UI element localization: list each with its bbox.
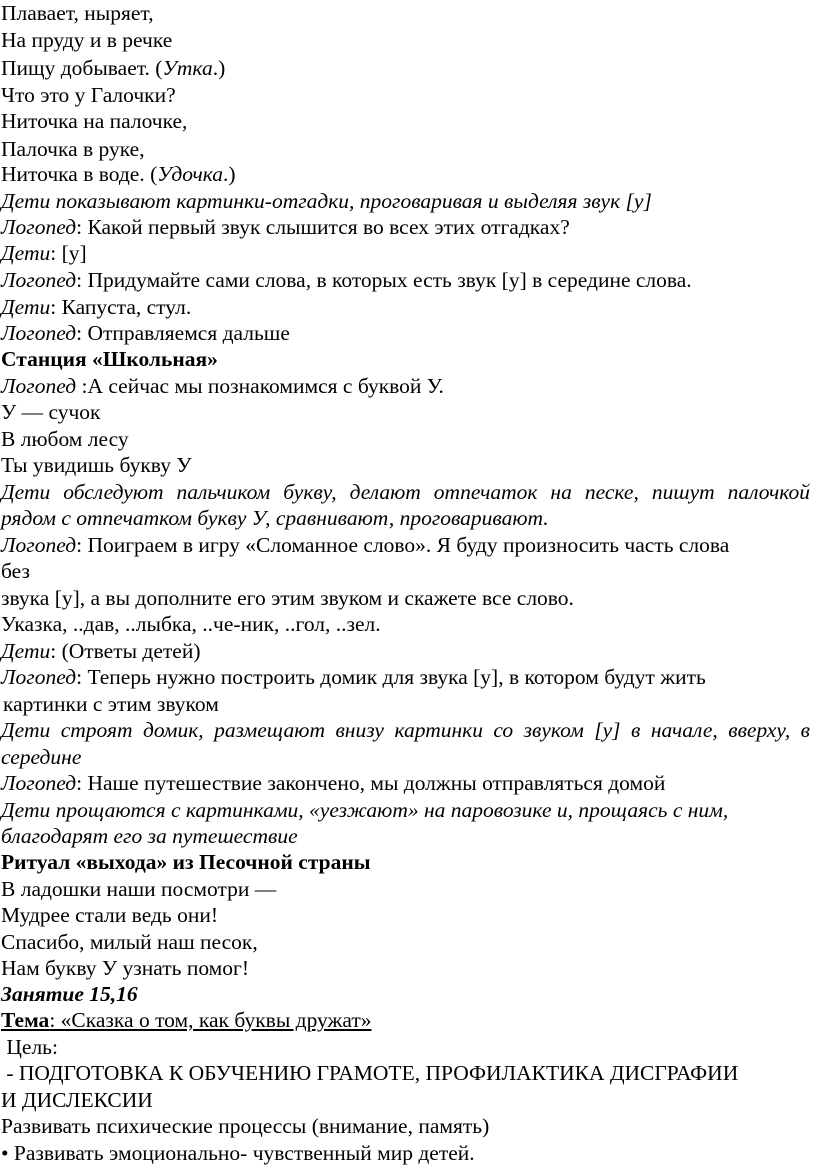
text-span: .) (223, 162, 236, 186)
text-line (1, 479, 810, 506)
text-span: Ниточка на палочке, (1, 109, 188, 133)
text-line (1, 82, 810, 109)
text-line (1, 717, 810, 744)
text-line (1, 188, 810, 215)
text-span: : Придумайте сами слова, в которых есть звук [у] в середине слова. (76, 268, 692, 292)
text-line (1, 240, 810, 267)
text-span: У — сучок (1, 400, 101, 424)
text-span: Дети (1, 295, 51, 319)
text-line (1, 452, 810, 479)
text-line (1, 532, 810, 559)
text-span: Станция «Школьная» (1, 347, 218, 371)
text-span: Дети показывают картинки-отгадки, проговаривая и выделяя звук [у] (1, 189, 652, 213)
text-span: Ты увидишь букву У (1, 453, 192, 477)
text-span: : Капуста, стул. (50, 295, 192, 319)
text-line (1, 611, 810, 638)
text-line (1, 1113, 810, 1140)
text-span: Плавает, ныряет, (1, 1, 154, 25)
text-span: Логопед (1, 771, 77, 795)
text-line (1, 1034, 810, 1061)
text-span: Занятие 15,16 (1, 982, 138, 1006)
text-line (1, 770, 810, 797)
text-line (1, 0, 810, 27)
text-span: Удочка (157, 162, 224, 186)
text-span: Ритуал «выхода» из Песочной страны (1, 850, 371, 874)
text-span: Палочка в руке, (1, 137, 145, 161)
text-span: В любом лесу (1, 427, 129, 451)
text-span: Ниточка в воде. ( (1, 162, 158, 186)
text-line (1, 1140, 810, 1167)
text-line (1, 136, 810, 163)
text-span: без (1, 559, 30, 583)
text-span: Логопед (1, 215, 77, 239)
text-span: Логопед (1, 665, 77, 689)
text-line (1, 823, 810, 850)
text-line (1, 691, 810, 718)
text-span: Нам букву У узнать помог! (1, 956, 249, 980)
text-line (1, 876, 810, 903)
text-line (1, 981, 810, 1008)
text-span: На пруду и в речке (1, 28, 173, 52)
text-line (1, 161, 810, 188)
text-line (1, 744, 810, 771)
text-span: - ПОДГОТОВКА К ОБУЧЕНИЮ ГРАМОТЕ, ПРОФИЛАКТИКА ДИСГРАФИИ (1, 1061, 739, 1085)
text-span: : Наше путешествие закончено, мы должны отправляться домой (76, 771, 666, 795)
text-span: Мудрее стали ведь они! (1, 903, 218, 927)
text-line (1, 929, 810, 956)
text-span: :А сейчас мы познакомимся с буквой У. (81, 374, 444, 398)
text-span: • Развивать эмоционально- чувственный мир детей. (1, 1141, 475, 1165)
text-line (1, 294, 810, 321)
text-span: Дети обследуют пальчиком букву, делают отпечаток на песке, пишут палочкой (1, 480, 810, 504)
text-span: Утка (162, 56, 213, 80)
text-span: Спасибо, милый наш песок, (1, 930, 258, 954)
text-span: : Отправляемся дальше (76, 321, 290, 345)
text-line (1, 320, 810, 347)
text-span: : (Ответы детей) (50, 639, 201, 663)
text-span: звука [у], а вы дополните его этим звуком и скажете все слово. (1, 586, 574, 610)
text-span: Указка, ..дав, ..лыбка, ..че-ник, ..гол, ..зел. (1, 612, 381, 636)
text-line (1, 849, 810, 876)
text-line (1, 797, 810, 824)
text-line (1, 55, 810, 82)
text-line (1, 585, 810, 612)
text-line (1, 664, 810, 691)
text-span: И ДИСЛЕКСИИ (1, 1088, 153, 1112)
text-span: рядом с отпечатком букву У, сравнивают, проговаривают. (1, 506, 549, 530)
text-line (1, 505, 810, 532)
text-line (1, 902, 810, 929)
text-span: : Теперь нужно построить домик для звука [у], в котором будут жить (76, 665, 706, 689)
text-span: : «Сказка о том, как буквы дружат» (49, 1008, 372, 1032)
text-span: середине (1, 745, 82, 769)
text-span: Дети (1, 241, 51, 265)
text-span: благодарят его за путешествие (1, 824, 298, 848)
text-span: : [у] (50, 241, 87, 265)
text-span: Что это у Галочки? (1, 83, 176, 107)
text-span: : Поиграем в игру «Сломанное слово». Я буду произносить часть слова (76, 533, 730, 557)
text-span: Цель: (1, 1035, 58, 1059)
text-span: Дети (1, 639, 51, 663)
text-line (1, 1087, 810, 1114)
text-span: .) (212, 56, 226, 80)
text-span: Логопед (1, 374, 82, 398)
text-span: Тема (1, 1008, 50, 1032)
text-line (1, 27, 810, 54)
text-line (1, 108, 810, 135)
text-line (1, 214, 810, 241)
text-span: Развивать психические процессы (внимание, память) (1, 1114, 490, 1138)
text-span: Дети прощаются с картинками, «уезжают» на паровозике и, прощаясь с ним, (1, 798, 729, 822)
text-line (1, 955, 810, 982)
text-line (1, 267, 810, 294)
text-span: Пищу добывает. ( (1, 56, 163, 80)
text-span: Логопед (1, 321, 77, 345)
text-line (1, 1060, 810, 1087)
text-line (1, 1007, 810, 1034)
text-line (1, 638, 810, 665)
text-line (1, 399, 810, 426)
text-line (1, 346, 810, 373)
text-span: В ладошки наши посмотри — (1, 877, 277, 901)
text-span: Дети строят домик, размещают внизу картинки со звуком [у] в начале, вверху, в (1, 718, 810, 742)
text-line (1, 373, 810, 400)
text-span: Логопед (1, 533, 77, 557)
text-span: : Какой первый звук слышится во всех этих отгадках? (76, 215, 570, 239)
text-span: Логопед (1, 268, 77, 292)
text-line (1, 426, 810, 453)
text-span: картинки с этим звуком (3, 692, 219, 716)
text-line (1, 558, 810, 585)
